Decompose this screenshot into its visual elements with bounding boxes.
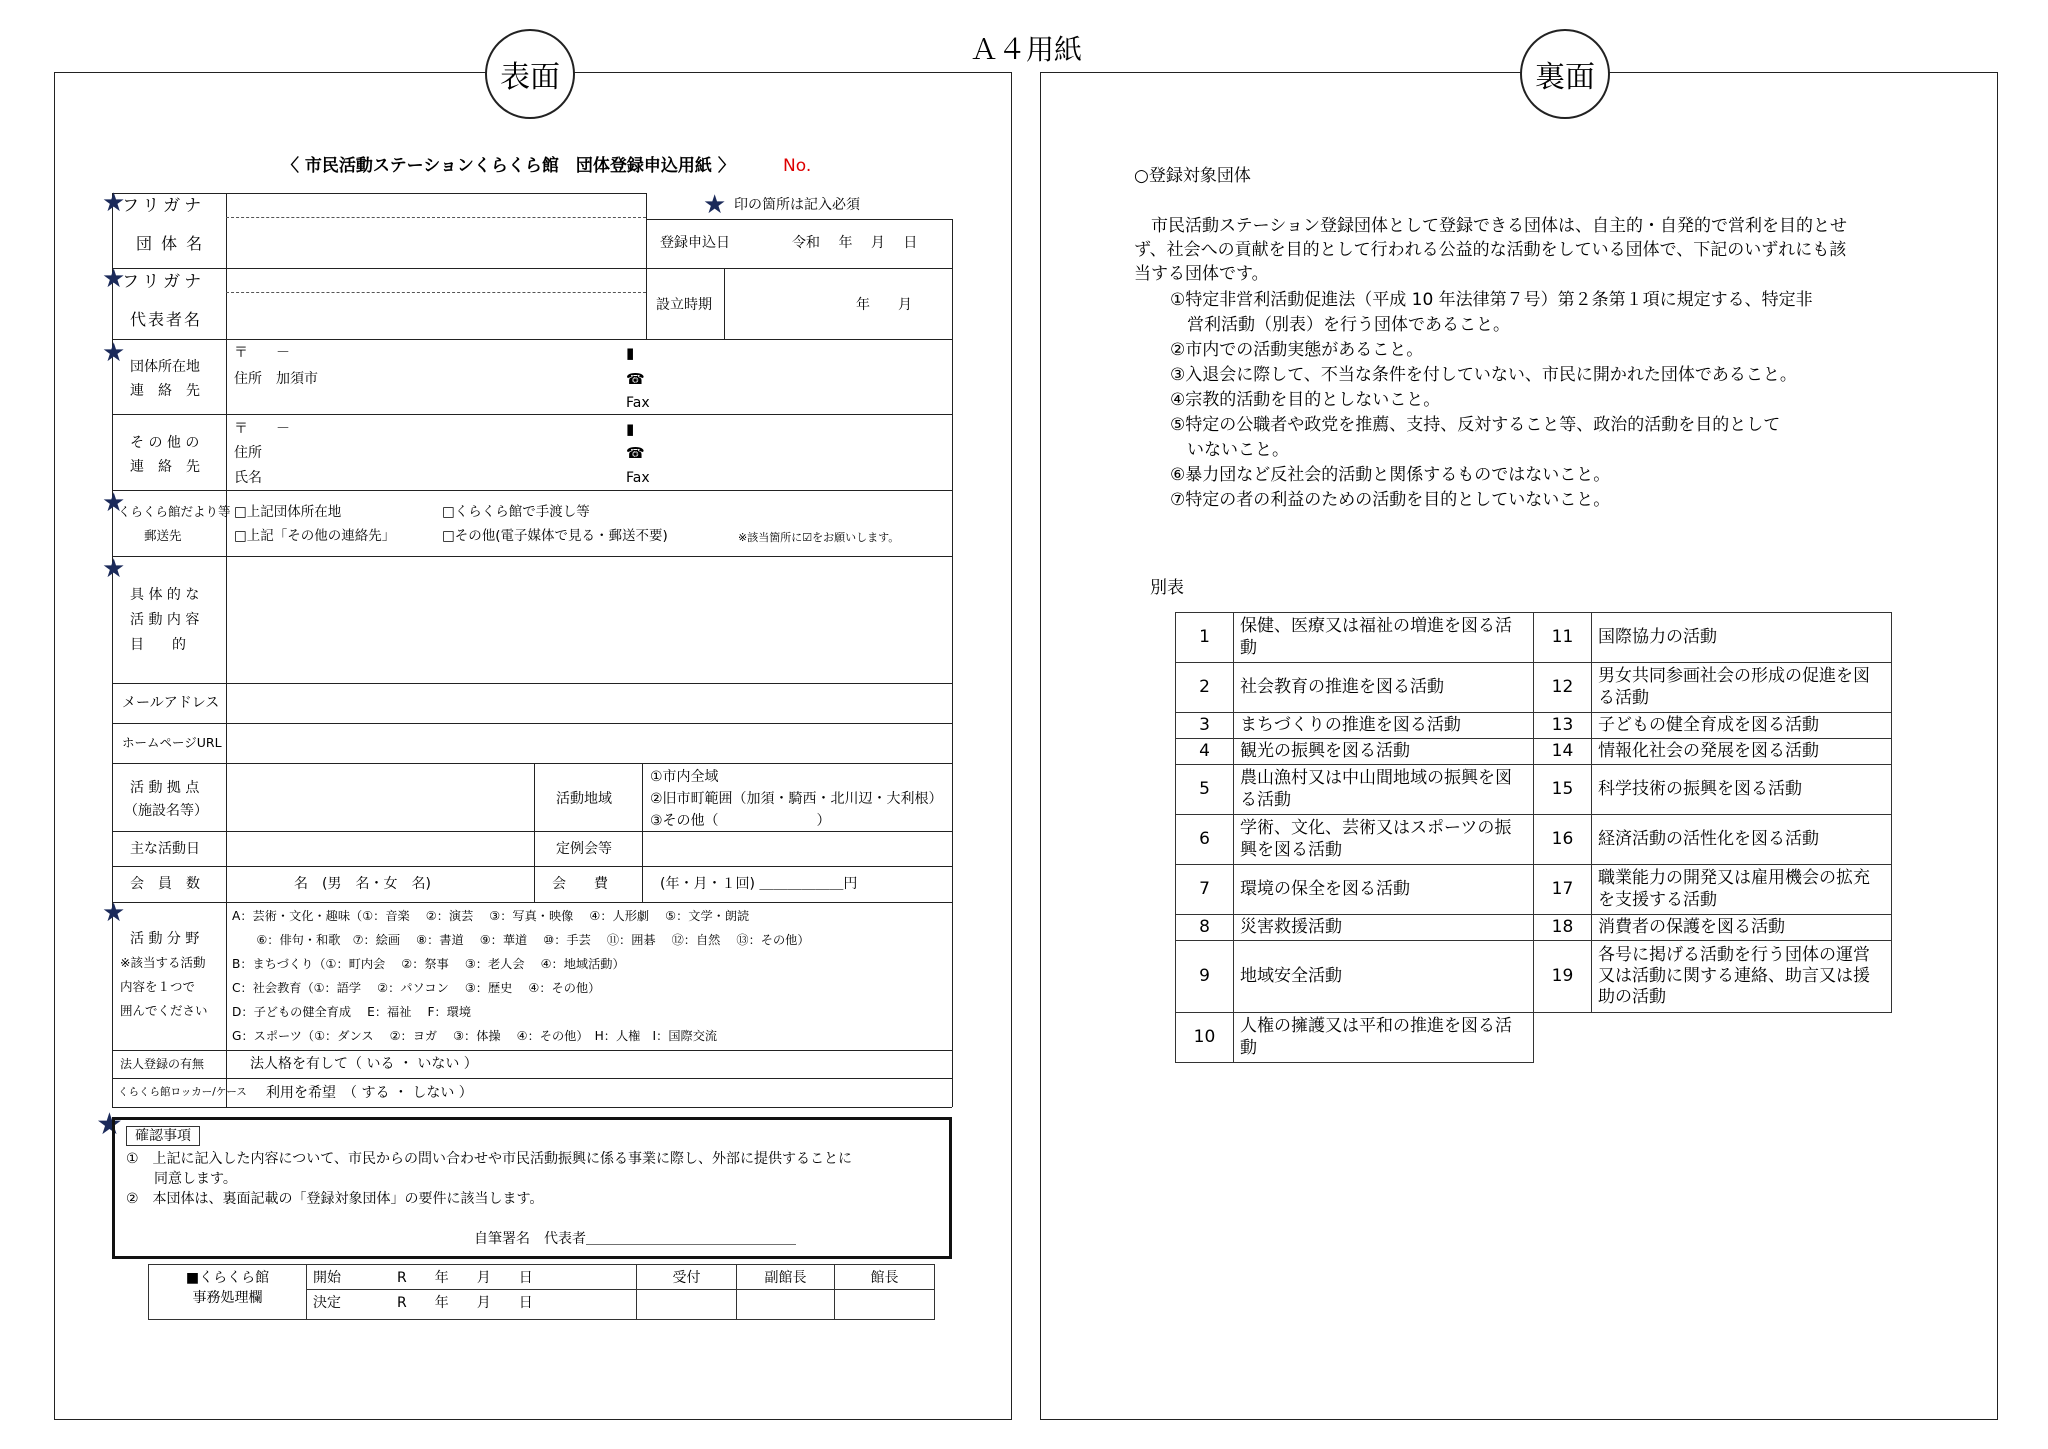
category-line[interactable]: B：まちづくり（①：町内会 ②：祭事 ③：老人会 ④：地域活動）: [232, 957, 625, 971]
activity-table: [1175, 612, 1892, 1063]
activity-name: 経済活動の活性化を図る活動: [1592, 815, 1892, 865]
mobile-icon: ▮: [626, 420, 635, 438]
established-field[interactable]: 年 月: [856, 297, 912, 313]
address-label: 連 絡 先: [130, 383, 200, 399]
activity-no: 15: [1534, 765, 1592, 815]
front-label: 表面: [485, 29, 575, 119]
activity-name: 地域安全活動: [1234, 941, 1534, 1013]
confirmation-title: 確認事項: [126, 1126, 200, 1146]
other-contact-label: 連 絡 先: [130, 459, 200, 475]
condition-line: ⑤特定の公職者や政党を推薦、支持、反対すること等、政治的活動を目的として: [1170, 415, 1781, 435]
phone-icon: ☎: [626, 370, 645, 388]
eligibility-intro-line: ず、社会への貢献を目的として行われる公益的な活動をしている団体で、下記のいずれにも該: [1134, 240, 1847, 260]
regular-meeting-label: 定例会等: [556, 841, 612, 857]
office-processing-table: [148, 1264, 935, 1320]
activity-name: 保健、医療又は福祉の増進を図る活動: [1234, 613, 1534, 663]
activity-no: 16: [1534, 815, 1592, 865]
email-label: メールアドレス: [122, 695, 220, 711]
mail-note: ※該当箇所に☑をお願いします。: [738, 531, 900, 544]
mail-option-checkbox[interactable]: □上記団体所在地: [234, 504, 342, 520]
confirmation-item: ② 本団体は、裏面記載の「登録対象団体」の要件に該当します。: [126, 1191, 544, 1207]
activity-name: 職業能力の開発又は雇用機会の拡充を支援する活動: [1592, 865, 1892, 915]
homepage-label: ホームページURL: [122, 735, 222, 750]
activity-name: 人権の擁護又は平和の推進を図る活動: [1234, 1013, 1534, 1063]
activity-no: 6: [1176, 815, 1234, 865]
phone-icon: ☎: [626, 444, 645, 462]
address-field[interactable]: 住所 加須市: [234, 371, 318, 387]
members-field[interactable]: 名 (男 名・女 名): [294, 876, 431, 892]
activity-area-label: 活動地域: [556, 791, 612, 807]
activity-no: 19: [1534, 941, 1592, 1013]
category-line[interactable]: A：芸術・文化・趣味（①：音楽 ②：演芸 ③：写真・映像 ④：人形劇 ⑤：文学・朗読: [232, 909, 750, 923]
regular-meeting-field[interactable]: [644, 833, 950, 865]
other-contact-label: そ の 他 の: [130, 435, 200, 451]
required-star-icon: ★: [703, 190, 727, 220]
required-star-icon: ★: [102, 554, 126, 584]
locker-field[interactable]: 利用を希望 （ する ・ しない ）: [266, 1085, 473, 1101]
area-option[interactable]: ③その他（ ）: [650, 813, 831, 829]
activity-base-field[interactable]: [228, 765, 532, 830]
category-line[interactable]: D：子どもの健全育成 E：福祉 F：環境: [232, 1005, 472, 1019]
page-title: Ａ４用紙: [970, 33, 1083, 66]
required-star-icon: ★: [102, 338, 126, 368]
fee-field[interactable]: (年・月・１回) ＿＿＿＿＿＿円: [660, 876, 858, 892]
empty-cell: [1534, 1013, 1592, 1063]
mobile-icon: ▮: [626, 344, 635, 362]
group-name-label: 団 体 名: [136, 234, 205, 253]
office-label: ■くらくら館 事務処理欄: [149, 1265, 307, 1320]
decision-date-cell: 決定 R 年 月 日: [307, 1290, 637, 1320]
activity-name: 災害救援活動: [1234, 915, 1534, 941]
required-star-icon: ★: [102, 488, 126, 518]
condition-line: ③入退会に際して、不当な条件を付していない、市民に開かれた団体であること。: [1170, 365, 1797, 385]
activity-no: 18: [1534, 915, 1592, 941]
homepage-field[interactable]: [228, 725, 950, 762]
activity-name: 情報化社会の発展を図る活動: [1592, 739, 1892, 765]
activity-no: 7: [1176, 865, 1234, 915]
activity-content-label: 具 体 的 な: [130, 587, 200, 603]
activity-no: 2: [1176, 663, 1234, 713]
mail-option-checkbox[interactable]: □その他(電子媒体で見る・郵送不要): [442, 528, 668, 544]
members-label: 会 員 数: [130, 876, 200, 892]
furigana-label: フリガナ: [122, 196, 206, 216]
activity-content-label: 活 動 内 容: [130, 612, 200, 628]
eligibility-intro-line: 当する団体です。: [1134, 264, 1269, 284]
representative-field[interactable]: [228, 294, 644, 338]
activity-name: 子どもの健全育成を図る活動: [1592, 713, 1892, 739]
fee-label: 会 費: [552, 876, 608, 892]
activity-name: 消費者の保護を図る活動: [1592, 915, 1892, 941]
director-header: 館長: [835, 1265, 935, 1290]
required-star-icon: ★: [102, 188, 126, 218]
condition-line: ④宗教的活動を目的としないこと。: [1170, 390, 1441, 410]
condition-line: ⑦特定の者の利益のための活動を目的としていないこと。: [1170, 490, 1611, 510]
mail-destination-label: くらくら館だより等: [118, 504, 231, 519]
required-star-icon: ★: [102, 264, 126, 294]
form-no-label: No.: [783, 156, 812, 176]
category-line[interactable]: C：社会教育（①：語学 ②：パソコン ③：歴史 ④：その他）: [232, 981, 601, 995]
activity-name: 観光の振興を図る活動: [1234, 739, 1534, 765]
activity-no: 10: [1176, 1013, 1234, 1063]
required-note: 印の箇所は記入必須: [734, 197, 860, 213]
main-day-label: 主な活動日: [130, 841, 200, 857]
vice-director-header: 副館長: [737, 1265, 835, 1290]
activity-content-label: 目 的: [130, 637, 186, 653]
activity-name: まちづくりの推進を図る活動: [1234, 713, 1534, 739]
category-label: 活 動 分 野: [130, 931, 200, 947]
director-stamp[interactable]: [835, 1290, 935, 1320]
furigana-label: フリガナ: [122, 272, 206, 292]
vice-director-stamp[interactable]: [737, 1290, 835, 1320]
category-line[interactable]: ⑥：俳句・和歌 ⑦：絵画 ⑧：書道 ⑨：華道 ⑩：手芸 ⑪：囲碁 ⑫：自然 ⑬：その他）: [232, 933, 810, 947]
area-option[interactable]: ①市内全域: [650, 769, 719, 785]
activity-name: 農山漁村又は中山間地域の振興を図る活動: [1234, 765, 1534, 815]
received-stamp[interactable]: [637, 1290, 737, 1320]
locker-label: くらくら館ロッカー/ケース: [118, 1086, 247, 1098]
activity-no: 5: [1176, 765, 1234, 815]
activity-no: 11: [1534, 613, 1592, 663]
required-star-icon: ★: [96, 1107, 123, 1142]
fax-label: Fax: [626, 470, 650, 486]
activity-no: 3: [1176, 713, 1234, 739]
activity-no: 1: [1176, 613, 1234, 663]
condition-line: 営利活動（別表）を行う団体であること。: [1170, 315, 1510, 335]
fax-label: Fax: [626, 395, 650, 411]
category-label: 内容を１つで: [120, 979, 196, 994]
mail-option-checkbox[interactable]: □くらくら館で手渡し等: [442, 504, 590, 520]
eligibility-heading: ○登録対象団体: [1134, 166, 1251, 186]
form-title: 〈 市民活動ステーションくらくら館 団体登録申込用紙 〉: [282, 156, 735, 176]
received-header: 受付: [637, 1265, 737, 1290]
back-label: 裏面: [1520, 29, 1610, 119]
table-caption: 別表: [1150, 578, 1184, 598]
other-name-field[interactable]: 氏名: [234, 470, 262, 486]
activity-no: 4: [1176, 739, 1234, 765]
postal-code-field[interactable]: 〒 －: [234, 421, 290, 437]
condition-line: ①特定非営利活動促進法（平成 10 年法律第７号）第２条第１項に規定する、特定非: [1170, 290, 1813, 310]
activity-no: 14: [1534, 739, 1592, 765]
activity-no: 13: [1534, 713, 1592, 739]
empty-cell: [1592, 1013, 1892, 1063]
eligibility-intro-line: 市民活動ステーション登録団体として登録できる団体は、自主的・自発的で営利を目的とせ: [1134, 216, 1847, 236]
activity-base-label: 活 動 拠 点: [130, 780, 200, 796]
activity-name: 環境の保全を図る活動: [1234, 865, 1534, 915]
activity-no: 17: [1534, 865, 1592, 915]
activity-name: 国際協力の活動: [1592, 613, 1892, 663]
category-label: 囲んでください: [120, 1003, 208, 1018]
category-label: ※該当する活動: [120, 955, 206, 970]
required-star-icon: ★: [102, 898, 126, 928]
activity-no: 12: [1534, 663, 1592, 713]
activity-name: 各号に掲げる活動を行う団体の運営又は活動に関する連絡、助言又は援助の活動: [1592, 941, 1892, 1013]
postal-code-field[interactable]: 〒 －: [234, 345, 290, 361]
group-name-field[interactable]: [228, 219, 644, 267]
corporate-label: 法人登録の有無: [120, 1057, 205, 1071]
signature-field[interactable]: 自筆署名 代表者＿＿＿＿＿＿＿＿＿＿＿＿＿＿＿: [474, 1231, 796, 1247]
activity-no: 8: [1176, 915, 1234, 941]
activity-name: 科学技術の振興を図る活動: [1592, 765, 1892, 815]
activity-name: 男女共同参画社会の形成の促進を図る活動: [1592, 663, 1892, 713]
category-line[interactable]: G：スポーツ（①：ダンス ②：ヨガ ③：体操 ④：その他） H：人権 I：国際交流: [232, 1029, 718, 1043]
other-address-field[interactable]: 住所: [234, 445, 262, 461]
main-day-field[interactable]: [228, 833, 532, 865]
condition-line: ⑥暴力団など反社会的活動と関係するものではないこと。: [1170, 465, 1611, 485]
activity-base-label: （施設名等）: [124, 803, 208, 819]
application-date-field[interactable]: 令和 年 月 日: [792, 235, 918, 251]
address-label: 団体所在地: [130, 359, 200, 375]
confirmation-item: ① 上記に記入した内容について、市民からの問い合わせや市民活動振興に係る事業に際し、外部に提供することに: [126, 1151, 852, 1167]
area-option[interactable]: ②旧市町範囲（加須・騎西・北川辺・大利根）: [650, 791, 943, 807]
activity-content-field[interactable]: [228, 558, 950, 682]
confirmation-item: 同意します。: [126, 1171, 237, 1187]
established-label: 設立時期: [656, 297, 712, 313]
representative-label: 代表者名: [130, 310, 203, 329]
condition-line: ②市内での活動実態があること。: [1170, 340, 1424, 360]
corporate-field[interactable]: 法人格を有して（ いる ・ いない ）: [250, 1056, 478, 1072]
start-date-cell: 開始 R 年 月 日: [307, 1265, 637, 1290]
activity-no: 9: [1176, 941, 1234, 1013]
email-field[interactable]: [228, 685, 950, 722]
activity-name: 社会教育の推進を図る活動: [1234, 663, 1534, 713]
application-date-label: 登録申込日: [660, 235, 730, 251]
mail-destination-label: 郵送先: [144, 528, 182, 543]
mail-option-checkbox[interactable]: □上記「その他の連絡先」: [234, 528, 396, 544]
condition-line: いないこと。: [1170, 440, 1289, 460]
activity-name: 学術、文化、芸術又はスポーツの振興を図る活動: [1234, 815, 1534, 865]
